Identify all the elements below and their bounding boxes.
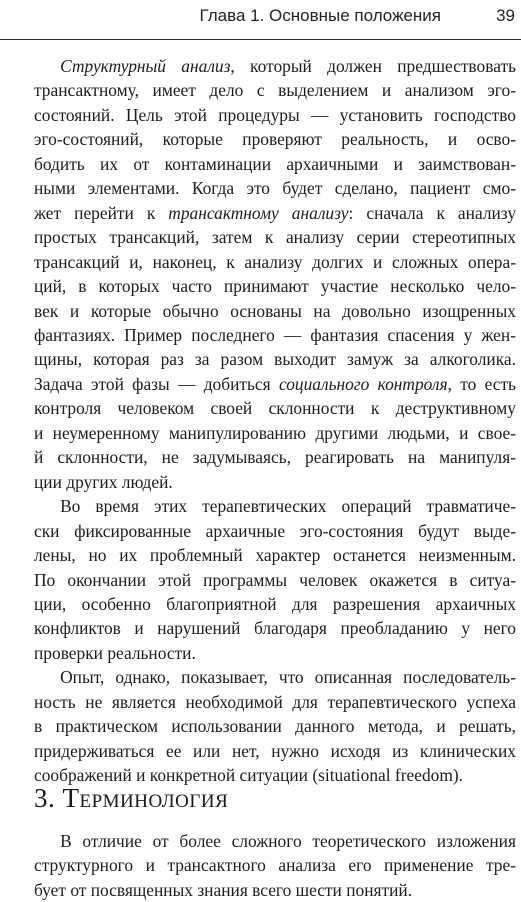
text-line [34,103,516,127]
text-run: структурного и трансактного анализа его применение тре- [34,855,516,876]
italic-term: Структурный анализ [60,56,231,76]
text-run: бодить их от контаминации архаичными и заимствован- [34,153,516,174]
running-head: Глава 1. Основные положения [199,6,441,25]
text-run: фантазиях. Пример последнего — фантазия спасения у жен- [34,324,516,345]
text-run: эго-состояний, которые проверяют реальность, и осво- [34,129,516,150]
paragraph-1 [34,54,516,494]
text-line [34,274,516,298]
italic-term: трансактному анализу [168,202,349,223]
text-run: проверки реальности. [34,642,196,663]
text-run: лены, но их проблемный характер останется неизменным. [34,545,516,566]
text-line [34,421,516,445]
text-run: жет перейти к [34,202,169,223]
text-line [34,470,516,494]
text-line [34,250,516,274]
text-line [34,225,516,249]
text-run: трансакций и, наконец, к анализу долгих и сложных опера- [34,251,516,272]
text-line [34,299,516,323]
italic-term: социального контроля [278,373,448,394]
section-intro-paragraph [34,829,516,902]
text-line [34,739,516,763]
text-line [34,176,516,200]
text-run: Во время этих терапевтических операций травматиче- [34,496,516,517]
text-run: век и которые обычно основаны на довольно изощренных [34,300,516,321]
text-run: : сначала к анализу [348,202,517,223]
text-run: контроля человеком своей склонности к деструктивному [34,398,516,419]
section-number: 3. [34,783,56,813]
text-run: , который должен предшествовать [230,56,516,76]
text-line [34,201,516,225]
text-run: ность не является необходимой для терапевтического успеха [34,691,516,712]
text-line [34,714,516,738]
text-line [34,445,516,469]
text-line [34,829,516,853]
text-run: в практическом использовании данного метода, и решать, [34,716,516,737]
text-run: и неумеренному манипулированию другими людьми, и свое- [34,422,516,443]
body-text [34,54,516,788]
page-header [0,0,521,40]
text-run: трансактному, имеет дело с выделением и анализом эго- [34,80,516,101]
text-line [34,616,516,640]
text-line [34,152,516,176]
text-line [34,54,516,78]
text-run: ными элементами. Когда это будет сделано, пациент смо- [34,178,516,199]
text-run: В отличие от более сложного теоретического изложения [34,831,516,851]
text-run: По окончании этой программы человек окажется в ситуа- [34,569,516,590]
text-run: конфликтов и нарушений благодаря преобладанию у него [34,618,516,639]
text-run: соображений и конкретной ситуации (situational freedom). [34,765,463,786]
paragraph-2 [34,494,516,665]
text-line [34,592,516,616]
text-line [34,568,516,592]
text-line [34,372,516,396]
paragraph-3 [34,665,516,787]
page-number: 39 [496,6,515,25]
paragraph-intro [34,829,516,902]
text-run: ций, в которых часто принимают участие несколько чело- [34,276,516,297]
text-run: придерживаться ее или нет, нужно исходя из клинических [34,740,516,761]
text-run: щины, которая раз за разом выходит замуж за алкоголика. [34,349,516,370]
text-line [34,494,516,518]
text-line [34,641,516,665]
text-line [34,347,516,371]
text-line [34,323,516,347]
text-run: ции, особенно благоприятной для разрешения архаичных [34,593,516,614]
text-run: й склонности, не задумываясь, реагировать на манипуля- [34,447,516,468]
text-run [34,56,60,76]
text-line [34,396,516,420]
text-line [34,690,516,714]
text-run: простых трансакций, затем к анализу серии стереотипных [34,227,516,248]
text-run: бует от посвященных знания всего шести понятий. [34,879,413,900]
text-line [34,878,516,902]
text-line [34,543,516,567]
text-run: Опыт, однако, показывает, что описанная последователь- [34,667,516,688]
text-line [34,665,516,689]
text-run: Задача этой фазы — добиться [34,373,279,394]
text-line [34,127,516,151]
section-title: Терминология [62,783,229,813]
text-line [34,853,516,877]
section-heading [34,783,228,814]
text-run: ции других людей. [34,471,173,492]
text-run: , то есть [447,373,516,394]
text-line [34,78,516,102]
text-run: состояний. Цель этой процедуры — установить господство [34,104,516,125]
text-run: ски фиксированные архаичные эго-состояния будут выде- [34,520,516,541]
text-line [34,519,516,543]
